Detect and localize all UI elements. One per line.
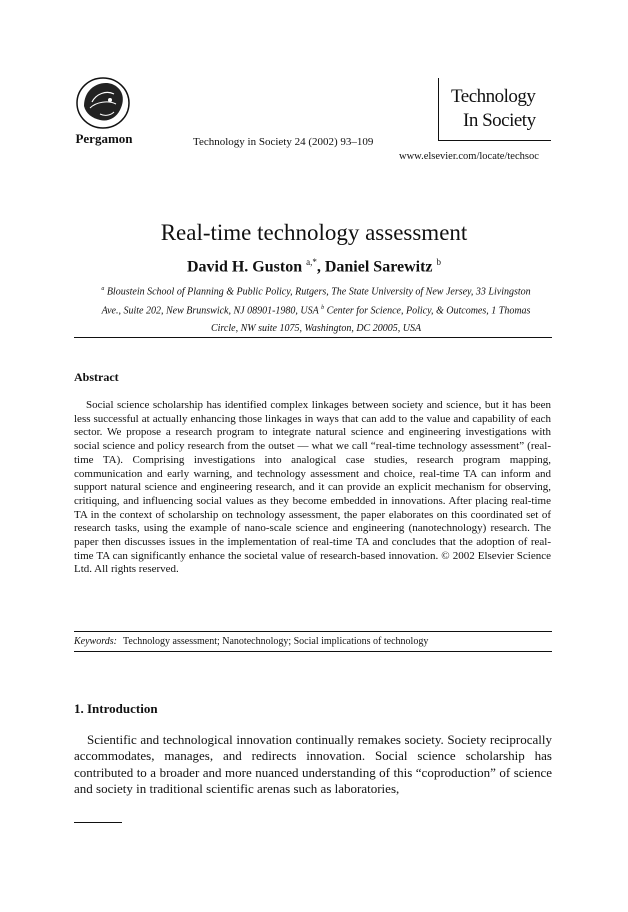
affiliation-marker: b [321, 305, 325, 312]
affiliation-marker: a [101, 286, 105, 292]
journal-logo [438, 78, 551, 141]
affiliations [96, 281, 536, 337]
keywords-bottom-divider [74, 651, 552, 652]
keywords [74, 636, 552, 647]
footnote-divider [74, 822, 122, 823]
title-divider [74, 337, 552, 338]
author-affiliation-marker[interactable]: b [436, 257, 442, 267]
journal-logo-line2: In Society [463, 110, 536, 131]
journal-logo-line1: Technology [451, 86, 536, 107]
section-heading-introduction: 1. Introduction [74, 701, 158, 716]
introduction-body: Scientific and technological innovation continually remakes society. Society reciprocally accommodates, manages, and redirects innovation. Social science scholarship has contributed to a broader and more nuanced understanding of this “coproduction” of science and society in traditional scientific arenas such as laboratories, [74, 732, 552, 797]
abstract-heading: Abstract [74, 370, 119, 384]
paper-title: Real-time technology assessment [160, 220, 468, 245]
affiliation-text: Bloustein School of Planning & Public Policy, Rutgers, The State University of New Jersey, 33 Livingston Ave., Suite 202, New Brunswick, NJ 08901-1980, USA [101, 286, 531, 317]
affiliation-text: Center for Science, Policy, & Outcomes, 1 Thomas Circle, NW suite 1075, Washington, DC 20005, USA [210, 305, 531, 334]
author-list: David H. Guston $^{a,*}$, Daniel Sarewitz $^b$ [186, 257, 442, 276]
abstract-body: Social science scholarship has identified complex linkages between society and science, but it has been less successful at actually enhancing those linkages in ways that can add to the value and capability of each sector. We propose a research program to integrate natural science and engineering investigations with social science and policy research from the outset — what we call “real-time technology assessment” (real-time TA). Comprising investigations into analogical case studies, research program mapping, communication and early warning, and technology assessment and choice, real-time TA can inform and support natural science and engineering research, and it can provide an explicit mechanism for observing, critiquing, and influencing social values as they become embedded in innovations. After placing real-time TA in the context of scholarship on technology assessment, the paper elaborates on this coordinated set of research tasks, using the example of nano-scale science and engineering (nanotechnology) research. The paper then discusses issues in the implementation of real-time TA and concludes that the adoption of real-time TA can significantly enhance the societal value of research-based innovation. © 2002 Elsevier Science Ltd. All rights reserved. [74, 399, 551, 576]
publisher-name: Pergamon [75, 131, 133, 146]
journal-url-link[interactable]: www.elsevier.com/locate/techsoc [399, 151, 539, 162]
author-name: Daniel Sarewitz [324, 258, 433, 276]
keywords-text: Technology assessment; Nanotechnology; Social implications of technology [122, 636, 429, 647]
keywords-label: Keywords: [74, 636, 117, 647]
author-affiliation-marker[interactable]: a,* [306, 257, 317, 267]
pergamon-emblem-icon [70, 76, 136, 130]
author-name: David H. Guston [186, 258, 303, 276]
keywords-top-divider [74, 631, 552, 632]
journal-citation: Technology in Society 24 (2002) 93–109 [193, 136, 374, 148]
